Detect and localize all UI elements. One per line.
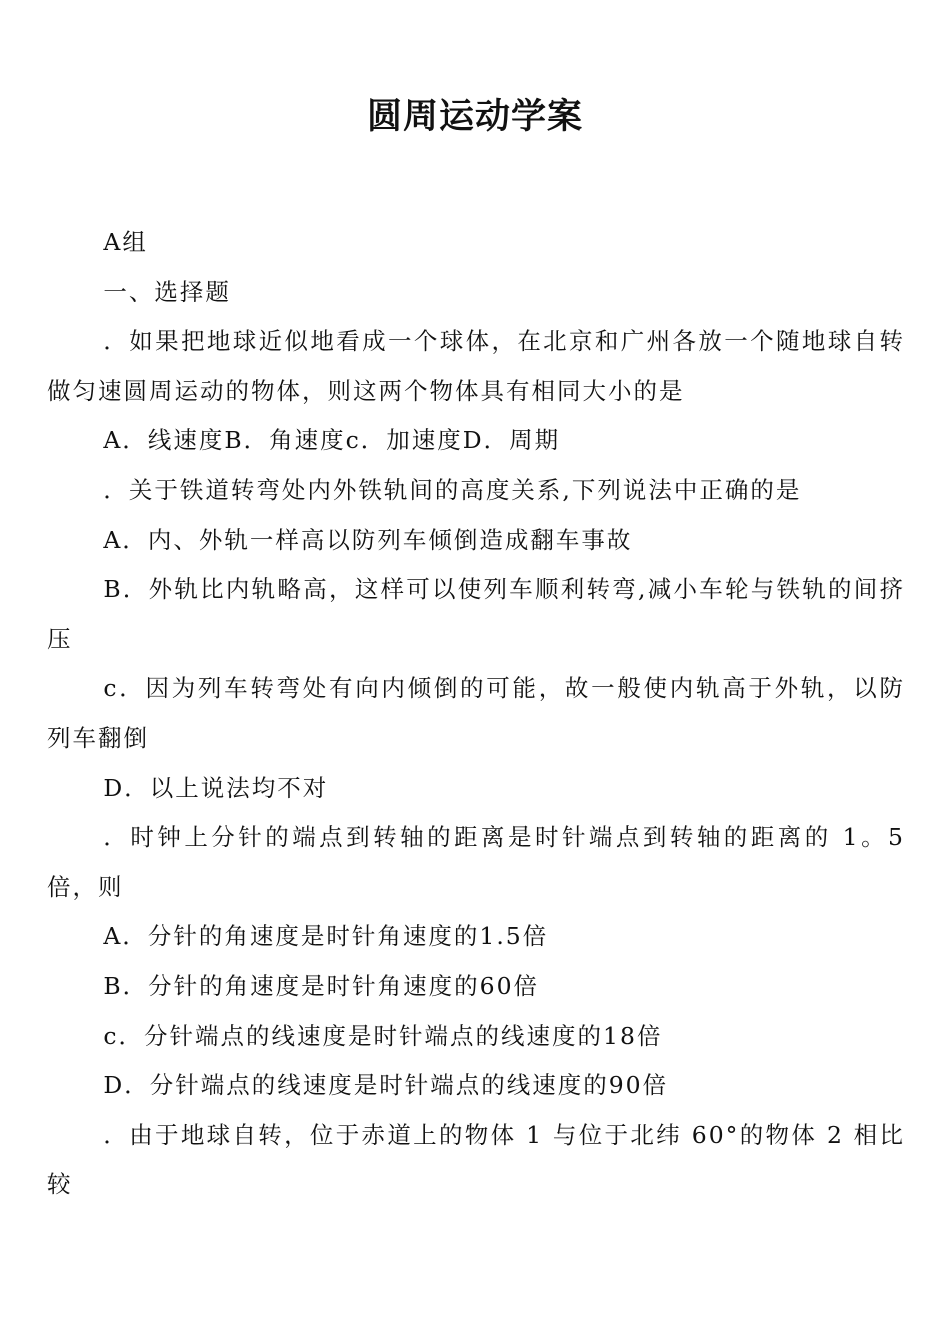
question-1-stem: ．如果把地球近似地看成一个球体，在北京和广州各放一个随地球自转做匀速圆周运动的物体，则这两个物体具有相同大小的是 [47,327,905,405]
page-title: 圆周运动学案 [366,97,583,137]
question-3-option-d: D．分针端点的线速度是时针端点的线速度的90倍 [103,1071,669,1100]
question-4-stem: ．由于地球自转，位于赤道上的物体 1 与位于北纬 60°的物体 2 相比较 [47,1120,905,1199]
question-3-option-b: B．分针的角速度是时针角速度的60倍 [103,971,540,1000]
question-2-option-a: A．内、外轨一样高以防列车倾倒造成翻车事故 [103,525,633,554]
group-label: A组 [103,228,148,256]
question-3-option-a: A．分针的角速度是时针角速度的1.5倍 [103,922,549,951]
question-2-stem: ．关于铁道转弯处内外铁轨间的高度关系,下列说法中正确的是 [103,475,802,504]
question-3-option-c: c．分针端点的线速度是时针端点的线速度的18倍 [103,1021,663,1050]
question-2-option-d: D．以上说法均不对 [103,773,329,802]
question-2-option-b: B．外轨比内轨略高，这样可以使列车顺利转弯,减小车轮与铁轨的间挤压 [47,575,905,653]
question-3-stem: ．时钟上分针的端点到转轴的距离是时针端点到转轴的距离的 1。5倍，则 [47,823,905,901]
section-heading: 一、选择题 [103,277,231,306]
document-body [47,218,905,1210]
question-2-option-c: c．因为列车转弯处有向内倾倒的可能，故一般使内轨高于外轨，以防列车翻倒 [47,674,905,752]
question-1-options: A．线速度B．角速度c．加速度D．周期 [103,426,561,455]
